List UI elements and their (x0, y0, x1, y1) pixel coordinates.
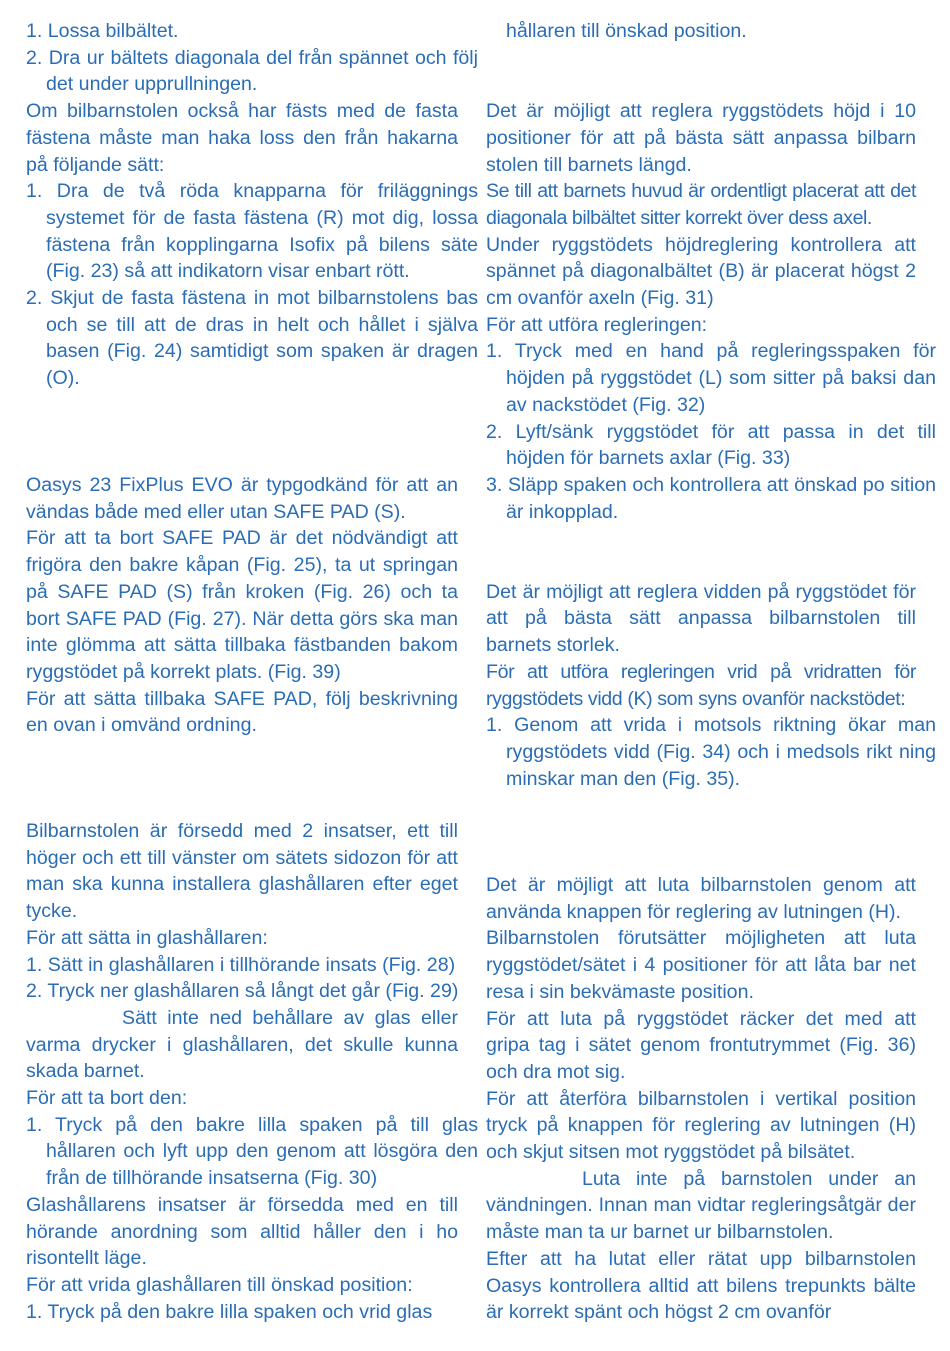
recline-paragraph-3: För att luta på ryggstödet räcker det med att gripa tag i sätet genom frontutrymmet (Fig. 36) och dra mot sig. (486, 1007, 916, 1083)
cupholder-rotate-step-1-cont: hållaren till önskad position. (506, 20, 747, 42)
height-step-2: 2. Lyft/sänk ryggstödet för att passa in det till höjden för barnets axlar (Fig. 33) (486, 420, 936, 470)
cupholder-remove-label: För att ta bort den: (26, 1087, 188, 1109)
isofix-step-2: 2. Skjut de fasta fästena in mot bilbarnstolens bas och se till att de dras in helt och hållet i själva basen (Fig. 24) samtidigt som spaken är dragen (O). (26, 287, 478, 390)
cupholder-insert-step-1: 1. Sätt in glashållaren i tillhörande insats (Fig. 28) (26, 953, 456, 976)
cupholder-remove-step-1: 1. Tryck på den bakre lilla spaken på till glas hållaren och lyft upp den genom att lösgöra den från de tillhörande insatserna (Fig. 30) (26, 1113, 478, 1190)
safepad-paragraph-3: För att sätta tillbaka SAFE PAD, följ beskrivning en ovan i omvänd ordning. (26, 687, 458, 737)
height-label: För att utföra regleringen: (486, 313, 708, 336)
recline-paragraph-1: Det är möjligt att luta bilbarnstolen genom att använda knappen för reglering av lutningen (H). (486, 874, 916, 923)
recline-paragraph-2: Bilbarnstolen förutsätter möjligheten att luta ryggstödet/sätet i 4 positioner för att låta bar net resa i sin bekvämaste position. (486, 927, 916, 1003)
removal-step-2: 2. Dra ur bältets diagonala del från spännet och följ det under upprullningen. (26, 46, 478, 96)
isofix-intro: Om bilbarnstolen också har fästs med de fasta fästena måste man haka loss den från hakarna på följande sätt: (26, 100, 458, 176)
cupholder-insert-step-2: 2. Tryck ner glashållaren så långt det går (Fig. 29) (26, 980, 459, 1003)
width-paragraph-2: För att utföra regleringen vrid på vridratten för ryggstödets vidd (K) som syns ovanför nackstödet: (486, 660, 916, 710)
cupholder-insert-label: För att sätta in glashållaren: (26, 926, 268, 949)
safepad-paragraph-1: Oasys 23 FixPlus EVO är typgodkänd för att an vändas både med eller utan SAFE PAD (S). (26, 474, 458, 523)
safepad-paragraph-2: För att ta bort SAFE PAD är det nödvändigt att frigöra den bakre kåpan (Fig. 25), ta ut springan på SAFE PAD (S) från kroken (Fig. 26) och ta bort SAFE PAD (Fig. 27). När detta görs ska man inte glömma att sätta tillbaka fästbanden bakom ryggstödet på korrekt plats. (Fig. 39) (26, 527, 458, 683)
height-paragraph-2: Se till att barnets huvud är ordentligt placerat att det diagonala bilbältet sitter korrekt över dess axel. (486, 180, 916, 229)
recline-paragraph-5: Efter att ha lutat eller rätat upp bilbarnstolen Oasys kontrollera alltid att bilens trepunkts bälte är korrekt spänt och högst 2 cm ovanför (486, 1247, 916, 1324)
cupholder-rotate-label: För att vrida glashållaren till önskad position: (26, 1273, 413, 1296)
isofix-step-1: 1. Dra de två röda knapparna för friläggnings systemet för de fasta fästena (R) mot dig, lossa fästena från kopplingarna Isofix på bilens säte (Fig. 23) så att indikatorn visar enbart rött. (26, 180, 478, 283)
height-paragraph-3: Under ryggstödets höjdreglering kontrollera att spännet på diagonalbältet (B) är placerat högst 2 cm ovanför axeln (Fig. 31) (486, 233, 916, 309)
height-paragraph-1: Det är möjligt att reglera ryggstödets höjd i 10 positioner för att på bästa sätt anpassa bilbarn stolen till barnets längd. (486, 100, 916, 176)
width-paragraph-1: Det är möjligt att reglera vidden på ryggstödet för att på bästa sätt anpassa bilbarnstolen till barnets storlek. (486, 580, 916, 657)
cupholder-intro: Bilbarnstolen är försedd med 2 insatser, ett till höger och ett till vänster om sätets sidozon för att man ska kunna installera glashållaren efter eget tycke. (26, 820, 458, 923)
cupholder-warning: Sätt inte ned behållare av glas eller varma drycker i glashållaren, det skulle kunna skada barnet. (26, 1006, 458, 1083)
recline-warning: Luta inte på barnstolen under an vändningen. Innan man vidtar regleringsåtgär der måste man ta ur barnet ur bilbarnstolen. (486, 1167, 916, 1244)
height-step-1: 1. Tryck med en hand på regleringsspaken för höjden på ryggstödet (L) som sitter på baksi dan av nackstödet (Fig. 32) (486, 340, 936, 416)
cupholder-horizontal-note: Glashållarens insatser är försedda med en till hörande anordning som alltid håller den i ho risontellt läge. (26, 1193, 458, 1270)
height-step-3: 3. Släpp spaken och kontrollera att önskad po sition är inkopplad. (486, 473, 936, 523)
width-step-1: 1. Genom att vrida i motsols riktning ökar man ryggstödets vidd (Fig. 34) och i medsols rikt ning minskar man den (Fig. 35). (486, 714, 936, 790)
removal-step-1: 1. Lossa bilbältet. (26, 20, 179, 42)
recline-paragraph-4: För att återföra bilbarnstolen i vertikal position tryck på knappen för reglering av lutningen (H) och skjut sitsen mot ryggstödet på bilsätet. (486, 1087, 916, 1163)
cupholder-rotate-step-1: 1. Tryck på den bakre lilla spaken och vrid glas (26, 1300, 433, 1323)
